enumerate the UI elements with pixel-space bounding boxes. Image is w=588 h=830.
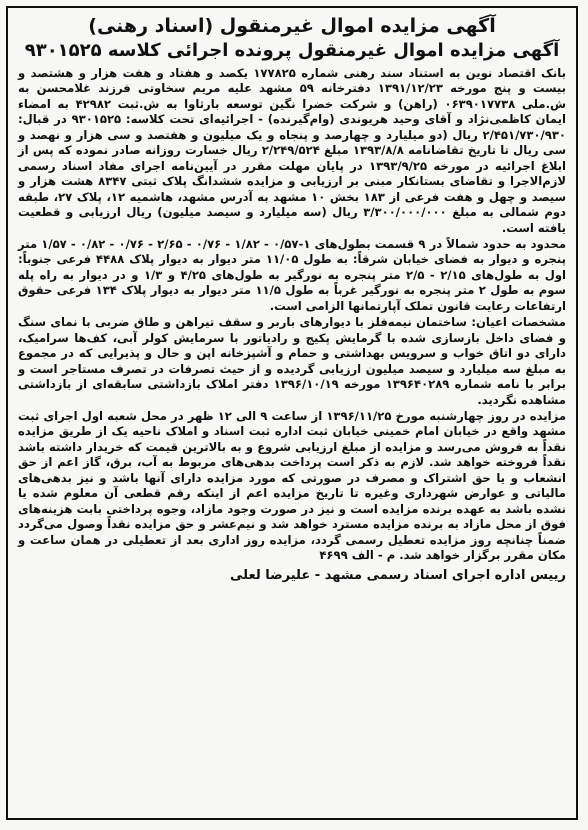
notice-frame: [6, 6, 578, 820]
signature-line: رییس اداره اجرای اسناد رسمی مشهد - علیرضا لعلی: [230, 567, 566, 583]
notice-case-title: آگهی مزایده اموال غیرمنقول پرونده اجرائی کلاسه ۹۳۰۱۵۲۵: [24, 40, 560, 61]
paragraph-mortgage-details: بانک اقتصاد نوین به استناد سند رهنی شماره ۱۷۷۸۲۵ یکصد و هفتاد و هفت هزار و هشتصد و بیست و پنج مورخه ۱۳۹۱/۱۲/۲۳ دفترخانه ۵۹ مشهد علیه مریم سخاوتی فرزند غلامحسن به ش.ملی ۰۶۳۹۰۱۷۷۳۸ (راهن) و شرکت خضرا نگین توسعه بارثاوا به ش.ثبت ۴۲۹۸۲ به امضاء ایمان کاظمی‌نژاد و آقای وحید هریوندی (وام‌گیرنده) - اجرائیه‌ای تحت کلاسه: ۹۳۰۱۵۲۵ در قبال: ۲/۴۵۱/۷۳۰/۹۳۰ ریال (دو میلیارد و چهارصد و پنجاه و یک میلیون و هفتصد و سی هزار و نهصد و سی ریال تا تاریخ تقاضانامه ۱۳۹۳/۸/۸ مبلغ ۲/۲۴۹/۵۲۴ ریال خسارت روزانه صادر نموده که پس از ابلاغ اجرائیه در مورخه ۱۳۹۳/۹/۲۵ در پایان مهلت مقرر در آیین‌نامه اجرای مفاد اسناد رسمی لازم‌الاجرا و تقاضای بستانکار مبنی بر ارزیابی و مزایده ششدانگ پلاک ثبتی ۸۳۴۷ هشت هزار و سیصد و چهل و هفت فرعی از ۱۸۳ بخش ۱۰ مشهد به آدرس مشهد، هاشمیه ۱۲، پلاک ۲۷، طبقه دوم شمالی به مبلغ ۳/۳۰۰/۰۰۰/۰۰۰ ریال (سه میلیارد و سیصد میلیون) ریال ارزیابی و قطعیت یافته است.: [18, 66, 567, 235]
notice-main-title: آگهی مزایده اموال غیرمنقول (اسناد رهنی): [88, 15, 496, 37]
paragraph-building-specifications: مشخصات اعیان: ساختمان نیمه‌فلز با دیوارهای باربر و سقف تیراهن و طاق ضربی با نمای سنگ و فضای داخل بازسازی شده با گرمایش پکیج و رادیاتور با سرمایش کولر آبی، کف‌ها سرامیک، دارای دو اتاق خواب و سرویس بهداشتی و حمام و آشپزخانه اپن و حال و پذیرایی که در مجموع به مبلغ سه میلیارد و سیصد میلیون ارزیابی گردیده و از حیث تصرفات در تصرف مستاجر است و برابر با نامه شماره ۱۳۹۶۴۰۲۸۹ مورخه ۱۳۹۶/۱۰/۱۹ دفتر املاک بازداشتی سابقه‌ای از بازداشتی مشاهده نگردید.: [18, 315, 566, 407]
paragraph-property-boundaries: محدود به حدود شمالاً در ۹ قسمت بطول‌های ۱-۰/۵۷ - ۱/۸۲ - ۰/۷۶ - ۲/۶۵ - ۰/۷۶ - ۰/۸۲ - ۱/۵۷ متر پنجره و دیوار به فضای خیابان شرقاً: به طول ۱۱/۰۵ متر دیوار به دیوار پلاک ۴۴۸۸ فرعی جنوباً: اول به طول‌های ۲/۱۵ - ۲/۵ متر پنجره به نورگیر به طول‌های ۴/۲۵ و ۱/۳ و در دیوار به راه پله سوم به طول ۲ متر پنجره به نورگیر غرباً به طول ۱۱/۵ متر دیوار به دیوار پلاک ۱۳۴ فرعی حقوق ارتفاعات رعایت قانون تملک آپارتمانها الزامی است.: [18, 236, 567, 313]
paragraph-auction-terms: مزایده در روز چهارشنبه مورخ ۱۳۹۶/۱۱/۲۵ از ساعت ۹ الی ۱۲ ظهر در محل شعبه اول اجرای ثبت مشهد واقع در خیابان امام خمینی خیابان ثبت اداره ثبت اسناد و املاک ناحیه یک از طریق مزایده نقداً به فروش می‌رسد و مزایده از مبلغ ارزیابی شروع و به بالاترین قیمت که خریدار داشته باشد نقداً فروخته خواهد شد. لازم به ذکر است پرداخت بدهی‌های مربوط به آب، برق، گاز اعم از حق انشعاب و یا حق اشتراک و مصرف در صورتی که مورد مزایده دارای آنها باشد و نیز بدهی‌های مالیاتی و عوارض شهرداری وغیره تا تاریخ مزایده اعم از اینکه رقم قطعی آن معلوم شده یا نشده باشد به عهده برنده مزایده است و نیز در صورت وجود مازاد، وجوه پرداختی بابت هزینه‌های فوق از محل مازاد به برنده مزایده مسترد خواهد شد و نیم‌عشر و حق مزایده نقداً وصول می‌گردد ضمناً چنانچه روز مزایده تعطیل رسمی گردد، مزایده روز اداری بعد از تعطیلی در همان ساعت و مکان مقرر برگزار خواهد شد. م - الف ۴۶۹۹: [18, 408, 566, 563]
